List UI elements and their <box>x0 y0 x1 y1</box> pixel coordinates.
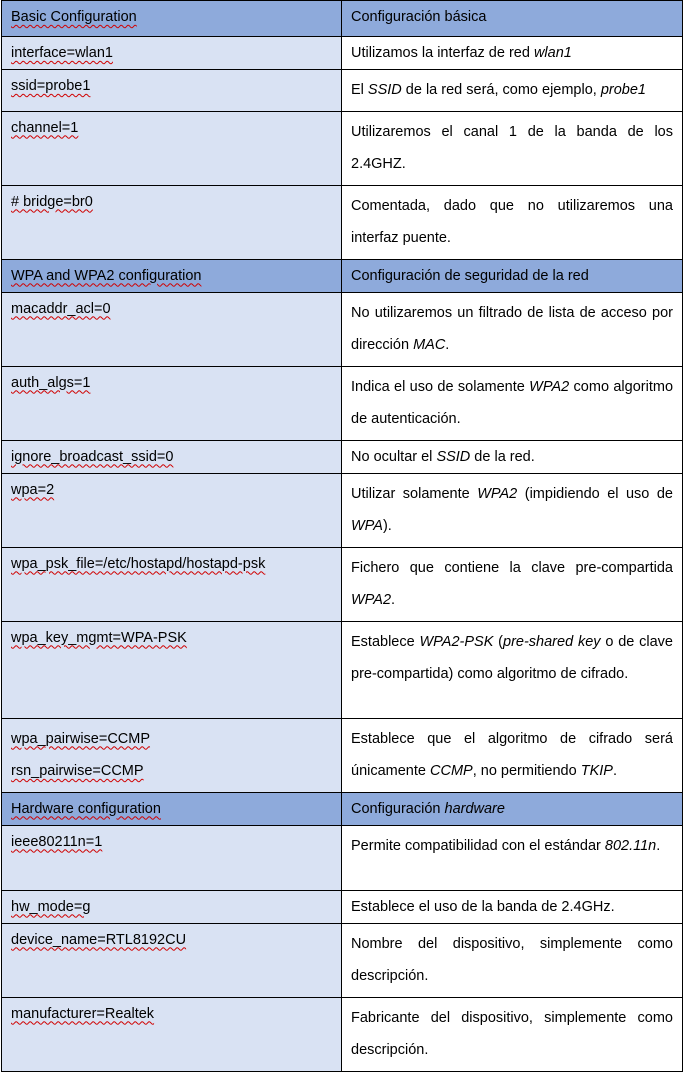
section-header <box>2 1 683 37</box>
config-key: wpa_key_mgmt=WPA-PSK <box>11 629 187 646</box>
text-run: Fichero que contiene la clave pre-compartida <box>351 559 673 576</box>
text-run: Fabricante del dispositivo, simplemente como descripción. <box>351 1009 673 1058</box>
text-run: Establece <box>351 633 420 650</box>
text-run: (impidiendo el uso de <box>517 485 673 502</box>
config-key: hw_mode=g <box>11 898 91 915</box>
text-run: Utilizaremos el canal 1 de la banda de los 2.4GHZ. <box>351 123 673 172</box>
text-run: WPA and WPA2 configuration <box>11 267 202 284</box>
config-key-cell <box>2 37 342 70</box>
text-run: Configuración básica <box>351 9 487 25</box>
config-key-cell <box>2 718 342 792</box>
text-run: Configuración de seguridad de la red <box>351 267 589 284</box>
config-key-cell <box>2 70 342 112</box>
text-run: . <box>612 763 617 779</box>
text-run: No ocultar el <box>351 448 437 465</box>
text-run: Utilizar solamente <box>351 485 478 502</box>
text-run: . <box>391 592 396 608</box>
italic-term: 802.11n <box>604 837 657 854</box>
config-key: ieee80211n=1 <box>11 833 103 850</box>
table-row <box>2 111 683 185</box>
config-description <box>342 185 683 259</box>
table-row <box>2 70 683 112</box>
text-run: El <box>351 82 368 98</box>
table-row <box>2 890 683 923</box>
text-run: Nombre del dispositivo, simplemente como descripción. <box>351 935 673 984</box>
config-description <box>342 997 683 1071</box>
italic-term: probe1 <box>600 82 646 98</box>
table-row <box>2 37 683 70</box>
table-row <box>2 825 683 890</box>
config-key: manufacturer=Realtek <box>11 1005 155 1022</box>
italic-term: TKIP <box>580 763 613 779</box>
config-key: interface=wlan1 <box>11 45 113 61</box>
italic-term: MAC <box>413 337 446 353</box>
section-title-es <box>342 792 683 825</box>
table-row <box>2 366 683 440</box>
italic-term: WPA2 <box>529 378 570 395</box>
text-run: No utilizaremos un filtrado de lista de acceso por dirección <box>351 304 673 353</box>
config-key-cell <box>2 111 342 185</box>
section-header <box>2 792 683 825</box>
config-key: wpa_pairwise=CCMP <box>11 730 151 747</box>
config-description <box>342 111 683 185</box>
text-run: de la red. <box>470 448 535 465</box>
config-key: macaddr_acl=0 <box>11 300 111 317</box>
config-key: auth_algs=1 <box>11 374 91 391</box>
config-key-cell <box>2 997 342 1071</box>
table-row <box>2 997 683 1071</box>
config-description <box>342 547 683 621</box>
italic-term: SSID <box>367 82 402 98</box>
config-key-cell <box>2 547 342 621</box>
text-run: Establece que el algoritmo de cifrado será únicamente <box>351 730 673 779</box>
config-description <box>342 440 683 473</box>
table-row <box>2 621 683 718</box>
text-run: Hardware configuration <box>11 800 161 817</box>
italic-term: hardware <box>444 800 505 817</box>
table-row <box>2 718 683 792</box>
config-key-cell <box>2 292 342 366</box>
config-description <box>342 473 683 547</box>
text-run: Comentada, dado que no utilizaremos una interfaz puente. <box>351 197 673 246</box>
text-run: Basic Configuration <box>11 9 137 25</box>
section-header <box>2 259 683 292</box>
config-description <box>342 292 683 366</box>
table-row <box>2 185 683 259</box>
config-description <box>342 923 683 997</box>
text-run: Configuración <box>351 800 445 817</box>
italic-term: WPA <box>351 518 383 534</box>
text-run: ). <box>382 518 392 534</box>
text-run: como algoritmo de autenticación. <box>351 378 674 427</box>
text-run: Establece el uso de la banda de 2.4GHz. <box>351 898 615 915</box>
config-key: channel=1 <box>11 119 79 136</box>
config-key-cell <box>2 473 342 547</box>
config-table <box>1 0 683 1072</box>
text-run: Utilizamos la interfaz de red <box>351 45 534 61</box>
italic-term: SSID <box>436 448 471 465</box>
config-description <box>342 37 683 70</box>
section-title-en <box>2 1 342 37</box>
config-key: ignore_broadcast_ssid=0 <box>11 448 174 465</box>
text-run: ( <box>493 633 504 650</box>
config-key: wpa_psk_file=/etc/hostapd/hostapd-psk <box>11 555 266 572</box>
section-title-es <box>342 1 683 37</box>
text-run: . <box>445 337 450 353</box>
section-title-es <box>342 259 683 292</box>
text-run: Indica el uso de solamente <box>351 378 530 395</box>
config-key: device_name=RTL8192CU <box>11 931 187 948</box>
table-row <box>2 923 683 997</box>
text-run: de la red será, como ejemplo, <box>401 82 601 98</box>
config-description <box>342 366 683 440</box>
table-row <box>2 440 683 473</box>
config-key-cell <box>2 185 342 259</box>
config-key-cell <box>2 923 342 997</box>
config-key: rsn_pairwise=CCMP <box>11 763 144 779</box>
config-description <box>342 621 683 718</box>
section-title-en <box>2 259 342 292</box>
config-description <box>342 718 683 792</box>
config-description <box>342 70 683 112</box>
config-key: # bridge=br0 <box>11 193 93 210</box>
section-title-en <box>2 792 342 825</box>
italic-term: WPA2-PSK <box>419 633 494 650</box>
config-description <box>342 890 683 923</box>
config-key-cell <box>2 440 342 473</box>
config-key-cell <box>2 825 342 890</box>
config-key: ssid=probe1 <box>11 78 91 94</box>
italic-term: WPA2 <box>477 485 518 502</box>
table-row <box>2 473 683 547</box>
italic-term: WPA2 <box>351 592 392 608</box>
text-run: o de clave pre-compartida) como algoritmo de cifrado. <box>351 633 673 682</box>
italic-term: wlan1 <box>533 45 572 61</box>
config-key-cell <box>2 366 342 440</box>
config-description <box>342 825 683 890</box>
text-run: , no permitiendo <box>472 763 581 779</box>
text-run: Permite compatibilidad con el estándar <box>351 837 605 854</box>
table-row <box>2 547 683 621</box>
italic-term: pre-shared key <box>503 633 601 650</box>
config-key: wpa=2 <box>11 481 55 498</box>
text-run: . <box>656 837 661 854</box>
italic-term: CCMP <box>430 763 473 779</box>
table-row <box>2 292 683 366</box>
config-key-cell <box>2 890 342 923</box>
config-key-cell <box>2 621 342 718</box>
